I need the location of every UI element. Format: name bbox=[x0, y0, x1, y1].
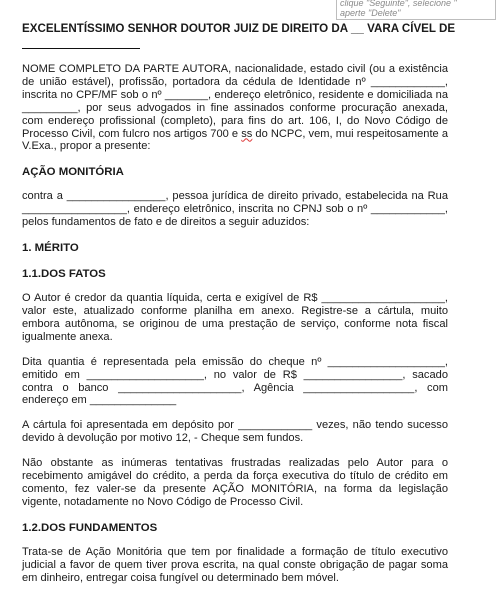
comment-line-1: clique "Seguinte", selecione " bbox=[340, 0, 457, 8]
court-heading: EXCELENTÍSSIMO SENHOR DOUTOR JUIZ DE DIREITO DA __ VARA CÍVEL DE bbox=[22, 22, 456, 35]
paragraph-cheque: Dita quantia é representada pela emissão do cheque nº ___________________, emitido em ___________________, no valor de R$ ________________, sacado contra o banco ____________________, Agência __________________, com endereço em ______________ bbox=[22, 355, 448, 407]
paragraph-defendant: contra a ________________, pessoa jurídica de direito privado, estabelecida na Rua _________________, endereço eletrônico, inscrita no CPNJ sob o nº ____________, pelos fundamentos de fato e de direitos a seguir aduzidos: bbox=[22, 190, 448, 229]
comment-line-2: aperte "Delete" bbox=[340, 8, 401, 18]
paragraph-deposit: A cártula foi apresentada em depósito por ____________ vezes, não tendo sucesso devido à devolução por motivo 12, - Cheque sem fundos. bbox=[22, 419, 448, 445]
section-dos-fundamentos: 1.2.DOS FUNDAMENTOS bbox=[22, 521, 158, 534]
heading-underline-blank bbox=[22, 47, 140, 49]
paragraph-attempts: Não obstante as inúmeras tentativas frustradas realizadas pelo Autor para o recebimento amigável do crédito, a perda da força executiva do título de crédito em comento, fez valer-se da presente AÇÃO MONITÓRIA, na forma da legislação vigente, notadamente no Novo Código de Processo Civil. bbox=[22, 457, 448, 508]
qualification-text-b: do NCPC, vem, mui respeitosamente a V.Exa., propor a presente: bbox=[22, 127, 449, 153]
section-dos-fatos: 1.1.DOS FATOS bbox=[22, 268, 106, 281]
comment-balloon[interactable] bbox=[336, 0, 496, 20]
section-acao-monitoria: AÇÃO MONITÓRIA bbox=[22, 166, 124, 179]
section-merito: 1. MÉRITO bbox=[22, 242, 79, 255]
qualification-ss: ss bbox=[241, 127, 253, 140]
qualification-text-a: NOME COMPLETO DA PARTE AUTORA, nacionalidade, estado civil (ou a existência de união estável), profissão, portadora da cédula de Identidade nº ____________, inscrita no CPF/MF sob o nº _______, endereço eletrônico, residente e domiciliada na _________, por seus advogados in fine assinados conforme procuração anexada, com endereço profissional (completo), para fins do art. 106, I, do Novo Código de Processo Civil, com fulcro nos artigos 700 e bbox=[22, 63, 448, 140]
paragraph-foundation: Trata-se de Ação Monitória que tem por finalidade a formação de título executivo judicial a favor de quem tiver prova escrita, na qual conste obrigação de pagar soma em dinheiro, entregar coisa fungível ou determinado bem móvel. bbox=[22, 545, 448, 584]
paragraph-credit: O Autor é credor da quantia líquida, certa e exigível de R$ ____________________, valor este, atualizado conforme planilha em anexo. Registre-se a cártula, muito embora autônoma, se originou de uma prestação de serviço, conforme nota fiscal igualmente anexa. bbox=[22, 292, 448, 343]
paragraph-qualification bbox=[22, 63, 448, 153]
document-body bbox=[22, 22, 456, 584]
